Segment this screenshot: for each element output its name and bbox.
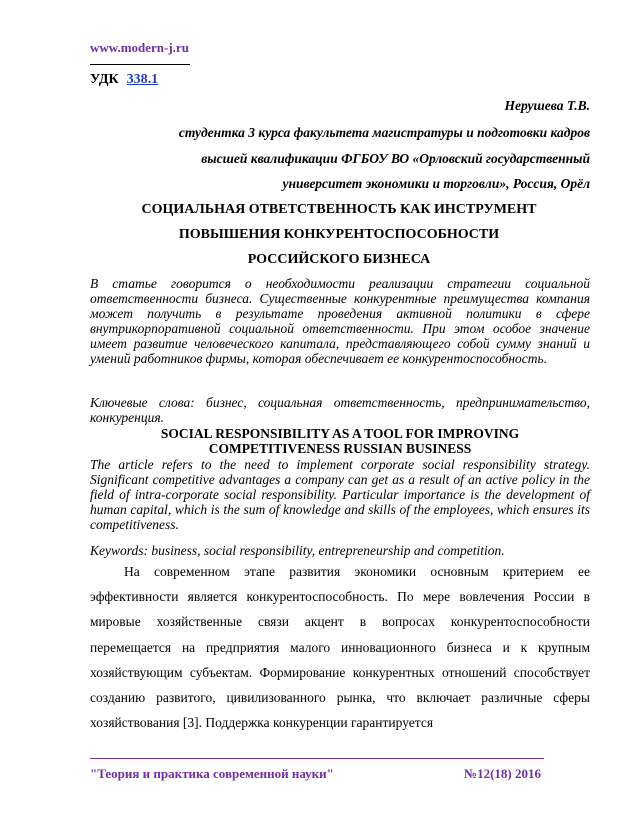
abstract-en: The article refers to the need to implement corporate social responsibility strategy. Significant competitive advantages a company can get as a result of an active policy in the field of intra-corporate social responsibility. Particular importance is the development of human capital, which is the sum of knowledge and skills of the employees, which ensures its competitiveness.	[90, 457, 590, 532]
title-en-line1: SOCIAL RESPONSIBILITY AS A TOOL FOR IMPROVING	[160, 426, 520, 441]
author-affiliation-line3: университет экономики и торговли», Россия, Орёл	[282, 176, 590, 191]
keywords-ru: Ключевые слова: бизнес, социальная ответственность, предпринимательство, конкуренция.	[90, 395, 590, 425]
header-divider	[90, 64, 190, 65]
title-ru-line3: РОССИЙСКОГО БИЗНЕСА	[247, 252, 431, 267]
title-ru-line2: ПОВЫШЕНИЯ КОНКУРЕНТОСПОСОБНОСТИ	[178, 227, 500, 242]
udk-label: УДК	[90, 72, 119, 87]
title-en-line2: COMPETITIVENESS RUSSIAN BUSINESS	[208, 441, 472, 456]
udk-code-link[interactable]: 338.1	[126, 72, 159, 87]
footer-issue: №12(18) 2016	[464, 766, 541, 781]
title-ru-line1: СОЦИАЛЬНАЯ ОТВЕТСТВЕННОСТЬ КАК ИНСТРУМЕНТ	[141, 202, 537, 217]
site-url[interactable]: www.modern-j.ru	[90, 40, 189, 55]
body-paragraph: На современном этапе развития экономики основным критерием ее эффективности является конкурентоспособность. По мере вовлечения России в мировые хозяйственные связи акцент в вопросах конкурентоспособности перемещается на предприятия малого инновационного бизнеса и к крупным хозяйствующим субъектам. Формирование конкурентных отношений способствует созданию развитого, цивилизованного рынка, что включает различные сферы хозяйствования [3]. Поддержка конкуренции гарантируется	[90, 564, 590, 731]
keywords-en: Keywords: business, social responsibility, entrepreneurship and competition.	[90, 543, 505, 558]
footer-journal: "Теория и практика современной науки"	[90, 766, 334, 781]
footer-divider	[90, 758, 544, 759]
author-affiliation-line2: высшей квалификации ФГБОУ ВО «Орловский государственный	[201, 151, 590, 166]
abstract-ru: В статье говорится о необходимости реализации стратегии социальной ответственности бизнеса. Существенные конкурентные преимущества компания может получить в результате проведения активной политики в сфере внутрикорпоративной социальной ответственности. При этом особое значение имеет развитие человеческого капитала, представляющего собой сумму знаний и умений работников фирмы, которая обеспечивает ее конкурентоспособность.	[90, 276, 590, 366]
author-name: Нерушева Т.В.	[504, 98, 590, 113]
author-affiliation-line1: студентка 3 курса факультета магистратуры и подготовки кадров	[178, 125, 590, 140]
udk-line	[90, 72, 158, 88]
